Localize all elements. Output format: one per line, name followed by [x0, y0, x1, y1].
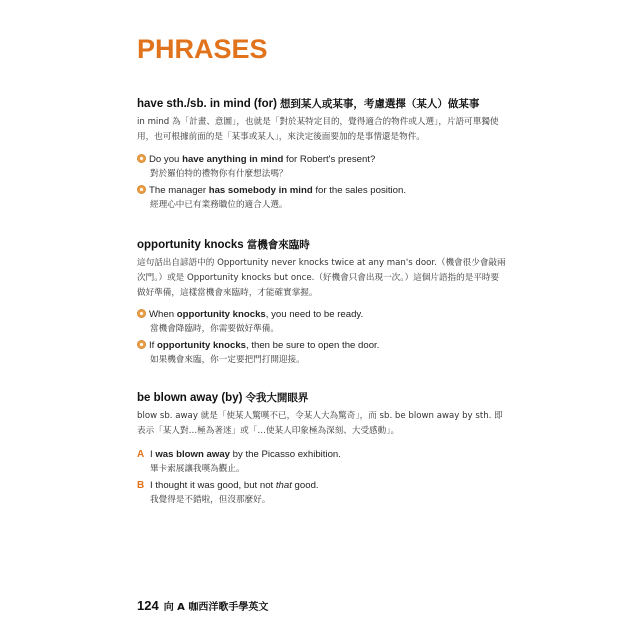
example-sentence [137, 183, 507, 198]
example-text: I thought it was good, but not [150, 480, 276, 491]
phrase-explanation-2: 這句話出自諺語中的 Opportunity never knocks twice at any man's door.（機會很少會敲兩次門。）或是 Opportunity knocks but once.（好機會只會出現一次。）這個片語指的是平時要做好準備，這樣當機會來臨時，才能確實掌握。 [137, 258, 506, 298]
book-title: 向 A 咖西洋歌手學英文 [163, 602, 269, 613]
example-text: good. [291, 480, 319, 491]
example-text: The manager [149, 185, 209, 196]
example-text: I [150, 449, 156, 460]
dialogue-line-b [137, 478, 507, 493]
speaker-label: B [137, 480, 145, 491]
dialogue-line-a [137, 447, 507, 462]
phrase-explanation-3: blow sb. away 就是「使某人驚嘆不已，令某人大為驚奇」，而 sb. be blown away by sth. 即表示「某人對…極為著迷」或「…使某人印象極為深刻、大受感動」。 [137, 411, 503, 436]
phrase-heading-zh: 想到某人或某事，考慮選擇（某人）做某事 [279, 98, 480, 110]
example-phrase: have anything in mind [182, 154, 284, 165]
example-phrase: was blown away [155, 449, 230, 460]
example-translation: 我覺得是不錯啦，但沒那麼好。 [150, 495, 271, 505]
example-sentence [137, 152, 507, 167]
bullet-icon [137, 340, 146, 349]
phrase-heading-2 [137, 237, 310, 252]
example-text: Do you [149, 154, 183, 165]
example-text: , you need to be ready. [265, 309, 364, 320]
page-footer [137, 598, 268, 613]
example-phrase: has somebody in mind [208, 185, 313, 196]
example-emphasis: that [275, 480, 292, 491]
example-translation: 對於羅伯特的禮物你有什麼想法嗎？ [150, 169, 288, 179]
example-translation: 經理心中已有業務職位的適合人選。 [150, 200, 288, 210]
page-number: 124 [137, 598, 159, 613]
phrase-heading-en: have sth./sb. in mind (for) [137, 98, 277, 110]
example-sentence [137, 307, 507, 322]
example-translation: 當機會降臨時，你需要做好準備。 [150, 324, 279, 334]
speaker-label: A [137, 449, 145, 460]
phrase-heading-3 [137, 390, 308, 405]
example-translation: 畢卡索展讓我嘆為觀止。 [150, 464, 245, 474]
bullet-icon [137, 185, 146, 194]
phrase-heading-en: opportunity knocks [137, 239, 244, 251]
example-text: If [149, 340, 157, 351]
phrase-heading-zh: 當機會來臨時 [246, 239, 310, 251]
example-text: for the sales position. [312, 185, 407, 196]
phrase-heading-en: be blown away (by) [137, 392, 243, 404]
phrase-explanation-1: in mind 為「計畫、意圖」，也就是「對於某特定目的，覺得適合的物件或人選」，片語可單獨使用，也可根據前面的是「某事或某人」，來決定後面要加的是事情還是物件。 [137, 117, 499, 142]
example-translation: 如果機會來臨，你一定要把門打開迎接。 [150, 355, 305, 365]
example-phrase: opportunity knocks [157, 340, 247, 351]
example-text: for Robert's present? [283, 154, 376, 165]
bullet-icon [137, 309, 146, 318]
phrase-heading-zh: 令我大開眼界 [245, 392, 309, 404]
example-text: When [149, 309, 177, 320]
page-title: PHRASES [137, 34, 268, 64]
bullet-icon [137, 154, 146, 163]
example-phrase: opportunity knocks [176, 309, 266, 320]
example-sentence [137, 338, 507, 353]
phrase-heading-1 [137, 96, 479, 111]
example-text: by the Picasso exhibition. [230, 449, 341, 460]
example-text: , then be sure to open the door. [246, 340, 380, 351]
